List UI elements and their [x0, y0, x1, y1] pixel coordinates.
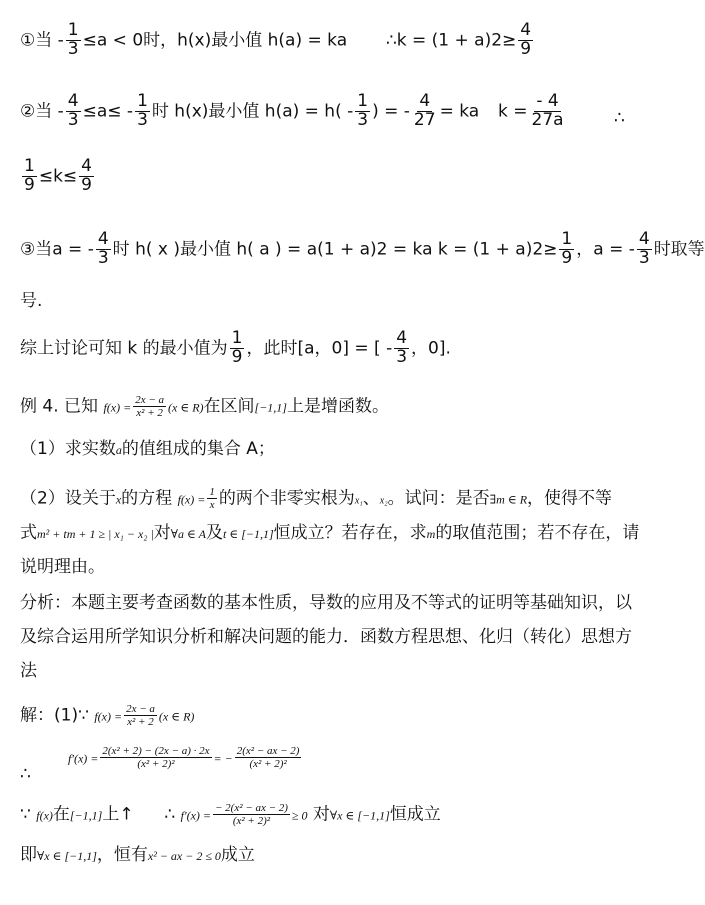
case-2b-ineq: ≤k≤: [38, 166, 78, 187]
solution-f-fraction: $\frac{2x - a}{\text{x² + 2}}$: [126, 703, 155, 729]
case-2-range: ≤a≤ -: [82, 101, 134, 122]
question-2-forall-a: ∀a ∈ A: [170, 527, 206, 541]
case-3-text: 时 h( x )最小值 h( a ) = a(1 + a)2 = ka k = (1 + a)2≥: [112, 239, 558, 260]
solution-label: 解：(1)∵: [20, 705, 89, 726]
case-2-therefore: ∴: [614, 108, 625, 128]
example-4-text-b: 上是增函数。: [286, 396, 389, 417]
solution-hold-2: 成立: [220, 845, 255, 865]
case-3-equality-text: 时取等: [653, 239, 705, 260]
question-2-text-b: 的方程: [121, 488, 173, 509]
solution-derivative-eq: = −: [213, 751, 233, 766]
question-2-text-j: 的取值范围；若不存在，请: [435, 523, 640, 543]
solution-derivative: [68, 745, 303, 770]
solution-fp-ge: ≥ 0: [291, 808, 308, 823]
question-2-f-lhs: f(x) =: [177, 492, 206, 507]
question-1-text-a: （1）求实数: [20, 439, 116, 459]
question-2-exists: ∃m ∈ R: [489, 492, 528, 507]
solution-in: 在: [52, 804, 70, 825]
example-4-f-lhs: f(x) =: [103, 400, 132, 415]
question-2-line-1: [20, 486, 612, 511]
case-2-fraction-a: $\frac{4}{3}$: [67, 91, 79, 130]
solution-ji: 即: [20, 845, 37, 865]
summary-fraction-a: $\frac{1}{9}$: [231, 328, 243, 367]
analysis-line-3: 法: [20, 661, 37, 681]
solution-forall-x2: ∀x ∈ [−1,1]: [37, 849, 97, 863]
case-3-continued: 号.: [20, 291, 43, 311]
question-2-var: x: [115, 492, 122, 507]
case-2-fraction-b: $\frac{1}{3}$: [137, 91, 148, 130]
question-1-var: a: [115, 443, 122, 457]
summary-interval: ，此时[a，0] = [ -: [246, 338, 393, 359]
question-2-sep: 、: [362, 488, 380, 509]
case-2-prefix: ②当 -: [20, 101, 64, 122]
case-3-eq: ，a = -: [576, 239, 635, 260]
solution-up: 上↑: [102, 804, 134, 825]
example-4-domain: (x ∈ R): [168, 400, 204, 415]
solution-f-lhs: f(x) =: [94, 709, 123, 724]
case-2-k-label: k =: [498, 101, 528, 122]
question-2-text-g: 对: [153, 523, 171, 543]
question-2-text-c: 的两个非零实根为: [218, 488, 355, 509]
question-2-f-fraction: $\frac{1}{x}$: [209, 486, 215, 512]
case-2-k-expr: [498, 93, 568, 130]
solution-dui: 对: [312, 804, 330, 825]
case-3-prefix: ③当a = -: [20, 239, 94, 260]
case-2-fraction-d: $\frac{4}{27}$: [413, 91, 436, 130]
question-2-text-h: 及: [206, 523, 223, 543]
case-2-text: 时 h(x)最小值 h(a) = h( -: [151, 101, 354, 122]
summary-line: [20, 330, 451, 367]
summary-text: 综上讨论可知 k 的最小值为: [20, 338, 228, 359]
solution-because: ∵: [20, 804, 31, 825]
case-2b-fraction-a: $\frac{1}{9}$: [24, 156, 35, 195]
solution-inequality-2: x² − ax − 2 ≤ 0: [147, 849, 221, 863]
case-1-line: [20, 22, 535, 59]
solution-therefore-2: ∴: [164, 804, 176, 825]
question-2-line-2: [20, 524, 639, 543]
case-1-fraction-a: $\frac{1}{3}$: [67, 20, 79, 59]
question-2-x1: x₁: [354, 495, 363, 507]
question-2-text-i: 恒成立？若存在，求: [273, 523, 427, 543]
question-2-line-3: 说明理由。: [20, 557, 105, 577]
solution-interval: [−1,1]: [69, 808, 103, 823]
solution-f-domain: (x ∈ R): [158, 709, 195, 724]
example-4-f-fraction: $\frac{2x - a}{\text{x² + 2}}$: [135, 394, 164, 420]
solution-fp-fraction: $\frac{\text{− 2(x² − ax − 2)}}{\text{(x² + 2)²}}$: [215, 802, 288, 828]
solution-therefore: ∴: [20, 764, 31, 784]
example-4-interval: [−1,1]: [254, 400, 287, 415]
question-2-t-range: t ∈ [−1,1]: [223, 527, 274, 541]
case-2-fraction-c: $\frac{1}{3}$: [357, 91, 369, 130]
solution-derivative-fraction-1: $\frac{\text{2(x² + 2) − (2x − a) · 2x}}{\text{(x² + 2)²}}$: [102, 745, 210, 771]
solution-derivative-lhs: f′(x) =: [68, 751, 99, 766]
case-1-prefix: ①当 -: [20, 30, 64, 51]
question-2-text-f: 式: [20, 523, 37, 543]
solution-derivative-fraction-2: $\frac{\text{2(x² − ax − 2)}}{\text{(x² + 2)²}}$: [236, 745, 300, 771]
case-1-text: ≤a < 0时，h(x)最小值 h(a) = ka: [82, 30, 348, 51]
question-2-text-a: （2）设关于: [20, 488, 116, 509]
case-2-line: [20, 93, 479, 130]
case-3-fraction-c: $\frac{4}{3}$: [638, 229, 650, 268]
analysis-line-1: 分析：本题主要考查函数的基本性质，导数的应用及不等式的证明等基础知识，以: [20, 593, 632, 613]
question-1-line: [20, 440, 275, 459]
question-2-text-d: 。试问：是否: [387, 488, 490, 509]
solution-hold: 恒成立: [389, 804, 441, 825]
case-2-k-range-line: [20, 158, 96, 195]
case-2-eq: ) = -: [372, 101, 410, 122]
solution-line-3: [20, 802, 441, 827]
case-3-line: [20, 231, 705, 268]
summary-end: ，0].: [411, 338, 451, 359]
case-2b-fraction-b: $\frac{4}{9}$: [81, 156, 92, 195]
analysis-line-2: 及综合运用所学知识分析和解决问题的能力．函数方程思想、化归（转化）思想方: [20, 627, 632, 647]
case-1-fraction-b: $\frac{4}{9}$: [520, 20, 532, 59]
question-2-text-e: ，使得不等: [527, 488, 613, 509]
question-2-inequality: m² + tm + 1 ≥ | x₁ − x₂ |: [37, 527, 154, 541]
question-1-text-b: 的值组成的集合 A；: [121, 439, 275, 459]
solution-always: ，恒有: [96, 845, 148, 865]
example-4-text-a: 在区间: [203, 396, 255, 417]
question-2-m: m: [426, 527, 436, 541]
solution-fx: f(x): [36, 808, 53, 823]
solution-line-1: [20, 703, 194, 728]
case-3-fraction-a: $\frac{4}{3}$: [97, 229, 109, 268]
solution-line-4: [20, 846, 255, 865]
example-4-label: 例 4. 已知: [20, 396, 99, 417]
example-4-line: [20, 394, 389, 419]
case-1-conclusion: ∴k = (1 + a)2≥: [385, 30, 517, 51]
case-2-fraction-e: $\frac{- 4}{27a}$: [531, 91, 564, 130]
case-3-fraction-b: $\frac{1}{9}$: [561, 229, 573, 268]
case-2-ka: = ka: [439, 101, 480, 122]
solution-fp-lhs: f′(x) =: [180, 808, 211, 823]
question-2-x2: x₂: [379, 495, 388, 507]
solution-forall-x: ∀x ∈ [−1,1]: [329, 808, 390, 823]
summary-fraction-b: $\frac{4}{3}$: [396, 328, 408, 367]
